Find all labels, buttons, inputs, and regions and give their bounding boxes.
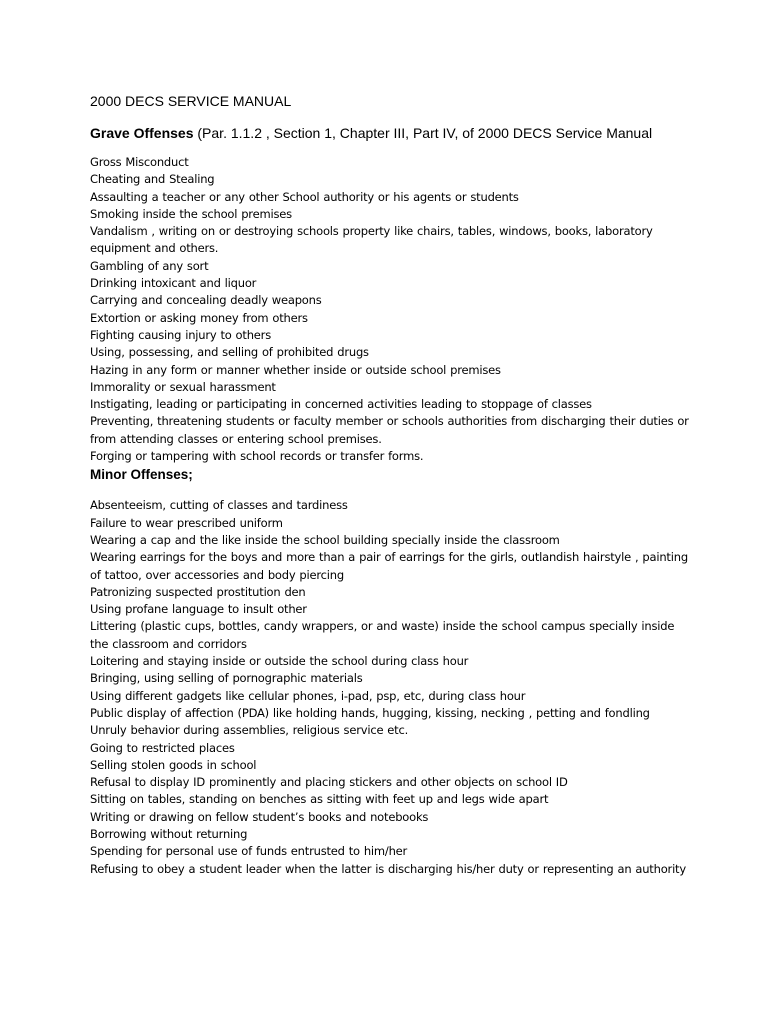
list-item: Refusal to display ID prominently and placing stickers and other objects on school ID — [90, 775, 568, 790]
list-item: Cheating and Stealing — [90, 172, 215, 187]
list-item: Spending for personal use of funds entrusted to him/her — [90, 844, 408, 859]
list-item: Failure to wear prescribed uniform — [90, 515, 283, 530]
document-title: 2000 DECS SERVICE MANUAL — [90, 93, 292, 109]
list-item: Gross Misconduct — [90, 155, 189, 169]
list-item: Instigating, leading or participating in concerned activities leading to stoppage of classes — [90, 397, 592, 412]
list-item: Bringing, using selling of pornographic materials — [90, 671, 363, 686]
list-item: Littering (plastic cups, bottles, candy wrappers, or and waste) inside the school campus specially inside the classroom and corridors — [90, 619, 675, 651]
list-item: Unruly behavior during assemblies, religious service etc. — [90, 723, 409, 738]
list-item: Drinking intoxicant and liquor — [90, 276, 257, 291]
grave-offenses-heading-bold: Grave Offenses — [90, 125, 194, 141]
list-item: Vandalism , writing on or destroying schools property like chairs, tables, windows, books, laboratory equipment and others. — [90, 224, 653, 256]
list-item: Sitting on tables, standing on benches as sitting with feet up and legs wide apart — [90, 792, 549, 807]
list-item: Patronizing suspected prostitution den — [90, 584, 306, 599]
grave-offenses-heading-reference: (Par. 1.1.2 , Section 1, Chapter III, Part IV, of 2000 DECS Service Manual — [193, 125, 653, 141]
minor-offenses-list — [90, 497, 690, 878]
list-item: Immorality or sexual harassment — [90, 379, 276, 394]
list-item: Wearing earrings for the boys and more than a pair of earrings for the girls, outlandish hairstyle , painting of tattoo, over accessories and body piercing — [90, 550, 688, 582]
list-item: Refusing to obey a student leader when the latter is discharging his/her duty or representing an authority — [90, 861, 686, 876]
list-item: Writing or drawing on fellow student’s books and notebooks — [90, 809, 429, 824]
list-item: Going to restricted places — [90, 740, 235, 755]
list-item: Loitering and staying inside or outside the school during class hour — [90, 654, 469, 669]
list-item: Gambling of any sort — [90, 258, 209, 273]
list-item: Public display of affection (PDA) like holding hands, hugging, kissing, necking , petting and fondling — [90, 705, 650, 720]
list-item: Using, possessing, and selling of prohibited drugs — [90, 345, 369, 360]
list-item: Hazing in any form or manner whether inside or outside school premises — [90, 362, 501, 377]
list-item: Carrying and concealing deadly weapons — [90, 293, 322, 308]
list-item: Smoking inside the school premises — [90, 206, 292, 221]
grave-offenses-list — [90, 154, 690, 465]
minor-offenses-heading: Minor Offenses; — [90, 467, 193, 483]
list-item: Fighting causing injury to others — [90, 327, 271, 342]
list-item: Using different gadgets like cellular phones, i-pad, psp, etc, during class hour — [90, 688, 526, 703]
grave-offenses-heading — [90, 124, 690, 142]
list-item: Wearing a cap and the like inside the school building specially inside the classroom — [90, 532, 560, 547]
list-item: Borrowing without returning — [90, 826, 248, 841]
list-item: Preventing, threatening students or faculty member or schools authorities from discharging their duties or from attending classes or entering school premises. — [90, 414, 689, 446]
list-item: Absenteeism, cutting of classes and tardiness — [90, 498, 348, 513]
list-item: Assaulting a teacher or any other School authority or his agents or students — [90, 189, 519, 204]
list-item: Extortion or asking money from others — [90, 310, 308, 325]
list-item: Using profane language to insult other — [90, 602, 307, 617]
list-item: Selling stolen goods in school — [90, 757, 257, 772]
list-item: Forging or tampering with school records or transfer forms. — [90, 449, 424, 464]
document-page — [90, 92, 690, 878]
